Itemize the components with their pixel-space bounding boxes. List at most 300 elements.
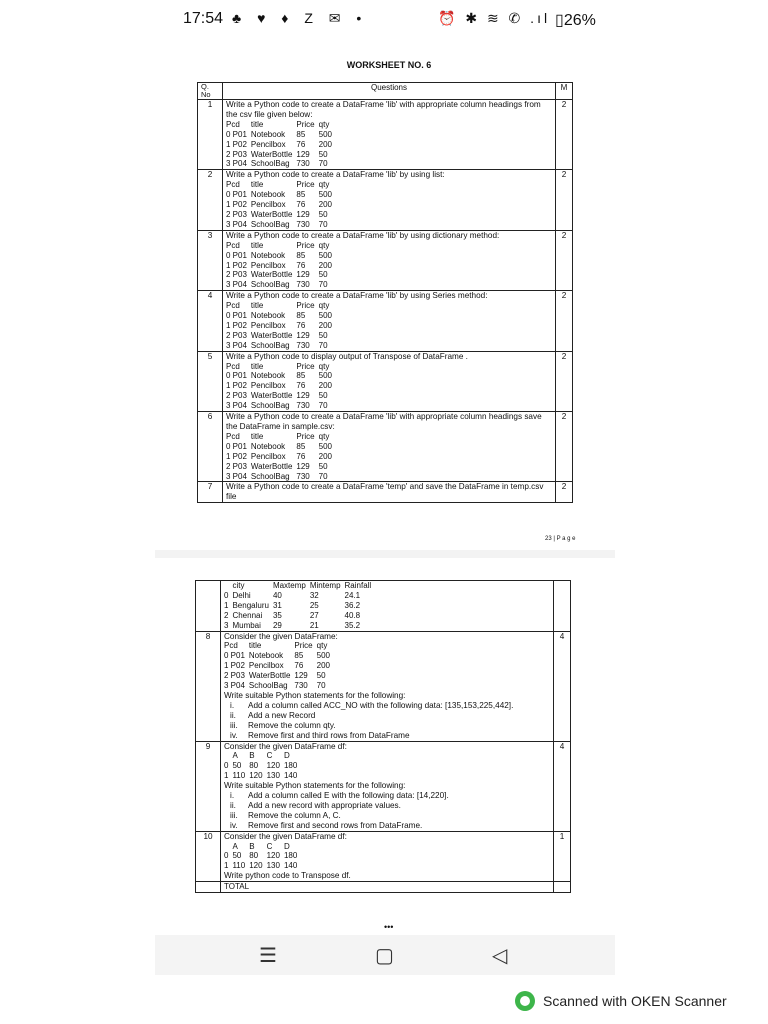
dataframe-cell: Notebook [250, 441, 286, 451]
dataframe-cell: 0 [224, 761, 229, 771]
dataframe-row [226, 251, 336, 261]
question-number: 7 [198, 482, 223, 503]
dataframe [226, 241, 336, 291]
question-number: 9 [196, 741, 221, 831]
dataframe-cell: 3 P04 [226, 280, 247, 290]
table-row [196, 831, 571, 882]
question-marks: 2 [556, 100, 573, 170]
dataframe-row [226, 140, 336, 150]
sub-question [224, 731, 550, 741]
dataframe-cell: 21 [309, 620, 319, 630]
dataframe-cell: 200 [318, 451, 332, 461]
dataframe-column-header: title [250, 301, 264, 311]
dataframe-header-row [226, 301, 336, 311]
dataframe-cell: 730 [294, 681, 308, 691]
dataframe-cell: 70 [316, 681, 326, 691]
dataframe-cell: 2 P03 [226, 330, 247, 340]
table-header-row [198, 83, 573, 100]
dataframe-cell: 50 [318, 149, 328, 159]
worksheet-page-1 [155, 48, 615, 548]
dataframe-row [226, 200, 336, 210]
dataframe-cell: 730 [296, 401, 310, 411]
dataframe-cell: 500 [318, 371, 332, 381]
dataframe-column-header: Price [296, 240, 315, 250]
question-prompt: Write a Python code to create a DataFrame 'lib' by using dictionary method: [226, 230, 500, 240]
dataframe-row [224, 601, 375, 611]
dataframe-cell: 1 P02 [226, 381, 247, 391]
sub-question [224, 801, 550, 811]
dataframe-cell: 50 [318, 461, 328, 471]
question-task: Write python code to Transpose df. [224, 871, 351, 881]
question-number: 10 [196, 831, 221, 882]
question-text [223, 412, 556, 482]
dataframe-cell: WaterBottle [250, 149, 293, 159]
dataframe-column-header: Price [296, 431, 315, 441]
page-separator [155, 550, 615, 558]
dataframe-row [226, 261, 336, 271]
dataframe-cell: SchoolBag [250, 159, 290, 169]
question-row [198, 100, 573, 170]
page-number: 23 | P a g e [545, 536, 576, 542]
question-intro: Consider the given DataFrame df: [224, 831, 347, 841]
recents-button[interactable]: ☰ [259, 945, 277, 967]
dataframe-column-header: qty [318, 301, 330, 311]
dataframe-cell: 730 [296, 471, 310, 481]
clock: 17:54 [183, 10, 224, 27]
dataframe [224, 751, 301, 781]
dataframe-row [224, 851, 301, 861]
dataframe-row [226, 130, 336, 140]
question-number: 1 [198, 100, 223, 170]
dataframe-row [226, 341, 336, 351]
dataframe-column-header: qty [318, 180, 330, 190]
dataframe-row [224, 661, 334, 671]
dataframe-header-row [226, 120, 336, 130]
dataframe-row [226, 331, 336, 341]
dataframe-cell: 500 [318, 441, 332, 451]
system-icons: ⏰ ✱ ≋ ✆ .ıl [438, 10, 551, 26]
dataframe-cell: 129 [296, 391, 310, 401]
dataframe-row [226, 150, 336, 160]
dataframe-column-header: Pcd [226, 431, 240, 441]
dataframe-column-header: qty [318, 240, 330, 250]
dataframe-row [224, 861, 301, 871]
dataframe-row [226, 371, 336, 381]
sub-question-number: iv. [230, 730, 238, 740]
dataframe-column-header: qty [318, 119, 330, 129]
dataframe-cell: 70 [318, 471, 328, 481]
dataframe-cell: 200 [316, 661, 330, 671]
dataframe-cell: 180 [283, 761, 298, 771]
dataframe-cell: Pencilbox [248, 661, 284, 671]
sub-question-text: Remove the column qty. [248, 720, 336, 730]
dataframe-cell: 80 [249, 851, 259, 861]
dataframe-cell: 85 [296, 190, 306, 200]
question-row [198, 412, 573, 482]
dataframe-cell: 24.1 [344, 590, 361, 600]
dataframe-cell: 50 [318, 330, 328, 340]
dataframe-cell: 730 [296, 159, 310, 169]
dataframe-row [226, 452, 336, 462]
dataframe-cell: SchoolBag [250, 280, 290, 290]
dataframe-cell: 85 [296, 250, 306, 260]
sub-question [224, 791, 550, 801]
question-row [198, 351, 573, 411]
dataframe-cell: Mumbai [232, 620, 261, 630]
sub-question-text: Add a new Record [248, 710, 316, 720]
dataframe-cell: SchoolBag [250, 219, 290, 229]
question-marks: 2 [556, 412, 573, 482]
dataframe-cell: 50 [316, 671, 326, 681]
dataframe-cell: 31 [272, 600, 282, 610]
dataframe-cell: 70 [318, 280, 328, 290]
dataframe-row [226, 280, 336, 290]
dataframe-cell: WaterBottle [250, 270, 293, 280]
dataframe-cell: 0 P01 [226, 311, 247, 321]
dataframe-column-header: Price [294, 641, 313, 651]
table-row [196, 631, 571, 741]
dataframe-cell: 2 P03 [226, 270, 247, 280]
question-marks: 2 [556, 482, 573, 503]
dataframe-row [226, 442, 336, 452]
sub-question-number: iii. [230, 810, 238, 820]
question-prompt: Write a Python code to create a DataFrame 'lib' by using list: [226, 170, 445, 180]
dataframe-cell: 76 [296, 139, 306, 149]
dataframe-cell: 200 [318, 381, 332, 391]
dataframe-cell: 1 [224, 861, 229, 871]
back-button[interactable]: ◁ [492, 945, 508, 967]
scanner-watermark [515, 990, 727, 1012]
more-pages-indicator: ••• [384, 922, 394, 932]
dataframe-cell: 129 [296, 209, 310, 219]
dataframe-cell: 76 [296, 260, 306, 270]
dataframe-cell: 1 [224, 600, 229, 610]
dataframe-column-header: A [232, 841, 238, 851]
dataframe-cell: 0 P01 [226, 190, 247, 200]
worksheet-title: WORKSHEET NO. 6 [346, 60, 432, 70]
dataframe-cell: 3 P04 [226, 340, 247, 350]
dataframe-cell: 200 [318, 139, 332, 149]
dataframe-cell: SchoolBag [250, 340, 290, 350]
question-marks: 2 [556, 351, 573, 411]
dataframe-cell: 730 [296, 280, 310, 290]
dataframe-column-header: qty [318, 431, 330, 441]
dataframe-column-header: city [232, 581, 245, 590]
total-label: TOTAL [221, 882, 554, 893]
sub-question-number: iii. [230, 720, 238, 730]
question-prompt: Write a Python code to create a DataFrame 'temp' and save the DataFrame in temp.csv file [226, 482, 544, 502]
dataframe-cell: Notebook [250, 250, 286, 260]
sub-question-number: ii. [230, 710, 236, 720]
sub-question [224, 721, 550, 731]
dataframe-column-header: Price [296, 301, 315, 311]
dataframe-cell: 1 P02 [226, 139, 247, 149]
dataframe-column-header: qty [318, 361, 330, 371]
dataframe-column-header: title [248, 641, 262, 651]
dataframe-column-header: Pcd [226, 180, 240, 190]
dataframe-cell: 2 [224, 610, 229, 620]
dataframe-cell: 140 [283, 771, 298, 781]
dataframe-column-header: title [250, 431, 264, 441]
dataframe-cell: 120 [249, 771, 263, 781]
dataframe-header-row [224, 581, 375, 591]
questions-table [197, 82, 573, 503]
dataframe-cell: 110 [232, 771, 246, 781]
dataframe [226, 301, 336, 351]
dataframe-column-header: D [283, 751, 290, 761]
dataframe-row [224, 621, 375, 631]
dataframe-cell: Pencilbox [250, 381, 286, 391]
dataframe-cell: 730 [296, 219, 310, 229]
question-number: 2 [198, 170, 223, 230]
dataframe-row [224, 771, 301, 781]
dataframe-cell: 85 [296, 441, 306, 451]
sub-question-text: Remove the column A, C. [248, 810, 341, 820]
dataframe-cell: 85 [296, 371, 306, 381]
dataframe-header-row [224, 641, 334, 651]
dataframe-row [226, 210, 336, 220]
dataframe-cell: 200 [318, 320, 332, 330]
dataframe-cell: 85 [294, 651, 304, 661]
dataframe-cell: 50 [232, 761, 242, 771]
question-text [223, 170, 556, 230]
dataframe-column-header: Price [296, 180, 315, 190]
dataframe-row [224, 651, 334, 661]
dataframe-cell: 120 [249, 861, 263, 871]
dataframe-row [226, 270, 336, 280]
dataframe-row [224, 761, 301, 771]
question-text [223, 482, 556, 503]
dataframe-row [226, 381, 336, 391]
dataframe-cell: 730 [296, 340, 310, 350]
dataframe-cell: Notebook [248, 651, 284, 661]
question-number: 8 [196, 631, 221, 741]
question-marks: 1 [554, 831, 571, 882]
sub-question-number: i. [230, 700, 235, 710]
notification-icons: ♣ ♥ ♦ Z ✉ • [232, 10, 368, 26]
dataframe-cell: 70 [318, 340, 328, 350]
dataframe-cell: 0 P01 [226, 129, 247, 139]
sub-question-text: Remove first and third rows from DataFrame [248, 730, 410, 740]
dataframe-cell: 129 [294, 671, 308, 681]
dataframe-cell: 76 [296, 451, 306, 461]
sub-question [224, 811, 550, 821]
question-intro: Consider the given DataFrame: [224, 631, 338, 641]
dataframe-header-row [224, 842, 301, 852]
sub-question-number: ii. [230, 800, 236, 810]
dataframe-column-header: Pcd [226, 119, 240, 129]
sub-question-text: Add a new record with appropriate values. [248, 800, 401, 810]
dataframe-row [226, 311, 336, 321]
dataframe-cell: 200 [318, 260, 332, 270]
dataframe-cell: 3 P04 [226, 471, 247, 481]
dataframe-cell: 29 [272, 620, 282, 630]
questions-header: Questions [223, 83, 556, 100]
question-task: Write suitable Python statements for the following: [224, 781, 406, 791]
dataframe-row [224, 611, 375, 621]
sub-question-text: Add a column called ACC_NO with the following data: [135,153,225,442]. [248, 700, 514, 710]
question-number: 6 [198, 412, 223, 482]
dataframe-cell: 3 [224, 620, 229, 630]
dataframe-row [226, 190, 336, 200]
dataframe [226, 362, 336, 412]
marks-header: M [556, 83, 573, 100]
dataframe-cell: 129 [296, 330, 310, 340]
navigation-bar [155, 935, 615, 975]
dataframe-cell: 0 P01 [224, 651, 245, 661]
question-text [223, 351, 556, 411]
dataframe-cell: Notebook [250, 311, 286, 321]
dataframe-cell: Notebook [250, 371, 286, 381]
dataframe-row [226, 462, 336, 472]
dataframe-cell: 50 [318, 391, 328, 401]
sub-question-number: iv. [230, 820, 238, 830]
dataframe-cell: 85 [296, 311, 306, 321]
dataframe-column-header: A [232, 751, 238, 761]
sub-question-list [224, 791, 550, 831]
dataframe-column-header: Pcd [226, 240, 240, 250]
dataframe [226, 180, 336, 230]
dataframe-cell: 1 [224, 771, 229, 781]
dataframe-row [224, 671, 334, 681]
qno-header: Q. No [198, 83, 223, 100]
question-marks: 4 [554, 631, 571, 741]
dataframe-cell: 0 [224, 590, 229, 600]
dataframe-cell: WaterBottle [250, 461, 293, 471]
question-number: 3 [198, 230, 223, 290]
dataframe-cell: 50 [318, 270, 328, 280]
dataframe-cell: 3 P04 [226, 159, 247, 169]
dataframe-cell: Pencilbox [250, 451, 286, 461]
dataframe-cell: 50 [232, 851, 242, 861]
dataframe-cell: 3 P04 [224, 681, 245, 691]
dataframe-row [226, 321, 336, 331]
dataframe-row [226, 159, 336, 169]
dataframe-cell: WaterBottle [250, 209, 293, 219]
temp-dataframe [224, 581, 375, 631]
dataframe-column-header: Price [296, 119, 315, 129]
dataframe-header-row [226, 241, 336, 251]
dataframe-header-row [226, 180, 336, 190]
dataframe-cell: 0 [224, 851, 229, 861]
dataframe-column-header: title [250, 240, 264, 250]
dataframe-row [226, 391, 336, 401]
dataframe-cell: 70 [318, 401, 328, 411]
dataframe-cell: SchoolBag [250, 401, 290, 411]
sub-question-text: Add a column called E with the following data: [14,220]. [248, 791, 449, 801]
home-button[interactable]: ▢ [375, 945, 394, 967]
sub-question [224, 701, 550, 711]
dataframe [226, 120, 336, 170]
dataframe-column-header: Mintemp [309, 581, 341, 590]
dataframe-cell: 1 P02 [224, 661, 245, 671]
question-intro: Consider the given DataFrame df: [224, 741, 347, 751]
dataframe-cell: WaterBottle [250, 391, 293, 401]
dataframe-cell: 1 P02 [226, 260, 247, 270]
question-text [221, 741, 554, 831]
dataframe-cell: 76 [294, 661, 304, 671]
dataframe-cell: 50 [318, 209, 328, 219]
dataframe-cell: 3 P04 [226, 401, 247, 411]
dataframe-cell: 70 [318, 219, 328, 229]
dataframe-cell: 500 [318, 190, 332, 200]
question-text [223, 230, 556, 290]
dataframe-cell: 129 [296, 270, 310, 280]
dataframe-cell: 1 P02 [226, 200, 247, 210]
dataframe-cell: 40 [272, 590, 282, 600]
dataframe-cell: 76 [296, 200, 306, 210]
question-marks: 4 [554, 741, 571, 831]
dataframe-column-header: D [283, 841, 290, 851]
question-text [221, 831, 554, 882]
sub-question [224, 711, 550, 721]
dataframe-cell: 80 [249, 761, 259, 771]
question-task: Write suitable Python statements for the following: [224, 690, 406, 700]
dataframe-cell: 500 [318, 250, 332, 260]
dataframe-cell: SchoolBag [248, 681, 288, 691]
dataframe-cell: 500 [316, 651, 330, 661]
dataframe-cell: 0 P01 [226, 371, 247, 381]
question-text [221, 631, 554, 741]
dataframe-cell: 25 [309, 600, 319, 610]
dataframe [224, 842, 301, 872]
dataframe-cell: 2 P03 [226, 209, 247, 219]
dataframe-column-header: Pcd [226, 361, 240, 371]
dataframe [226, 432, 336, 482]
question-text [223, 100, 556, 170]
dataframe-cell: 120 [266, 851, 280, 861]
question-prompt: Write a Python code to create a DataFrame 'lib' with appropriate column headings save the DataFrame in sample.csv: [226, 412, 542, 431]
dataframe-cell: Pencilbox [250, 260, 286, 270]
question-prompt: Write a Python code to create a DataFrame 'lib' by using Series method: [226, 291, 488, 301]
dataframe-cell: 130 [266, 771, 280, 781]
dataframe-column-header: B [249, 751, 255, 761]
dataframe-cell: Bengaluru [232, 600, 269, 610]
sub-question-number: i. [230, 791, 235, 801]
dataframe-column-header: Rainfall [344, 581, 372, 590]
question-prompt: Write a Python code to display output of Transpose of DataFrame . [226, 351, 468, 361]
dataframe-column-header: title [250, 119, 264, 129]
dataframe-header-row [224, 751, 301, 761]
dataframe-cell: 2 P03 [226, 391, 247, 401]
oken-scanner-logo-icon [515, 991, 535, 1011]
dataframe-cell: 35.2 [344, 620, 361, 630]
dataframe-row [224, 591, 375, 601]
dataframe-cell: 120 [266, 761, 280, 771]
table-row [196, 741, 571, 831]
question-row [198, 230, 573, 290]
dataframe-cell: Pencilbox [250, 200, 286, 210]
question-marks: 2 [556, 170, 573, 230]
scanner-label: Scanned with OKEN Scanner [543, 993, 727, 1009]
dataframe-column-header: title [250, 180, 264, 190]
question-marks: 2 [556, 230, 573, 290]
status-bar [0, 0, 768, 40]
dataframe-cell: Delhi [232, 590, 251, 600]
dataframe-cell: WaterBottle [250, 330, 293, 340]
questions-table-continued [195, 580, 571, 893]
dataframe-cell: Notebook [250, 190, 286, 200]
sub-question-list [224, 701, 550, 741]
dataframe [224, 641, 334, 691]
dataframe-header-row [226, 362, 336, 372]
dataframe-cell: 180 [283, 851, 298, 861]
dataframe-cell: 500 [318, 311, 332, 321]
dataframe-cell: 40.8 [344, 610, 361, 620]
dataframe-cell: 110 [232, 861, 246, 871]
dataframe-column-header: C [266, 751, 273, 761]
question-row [198, 291, 573, 351]
